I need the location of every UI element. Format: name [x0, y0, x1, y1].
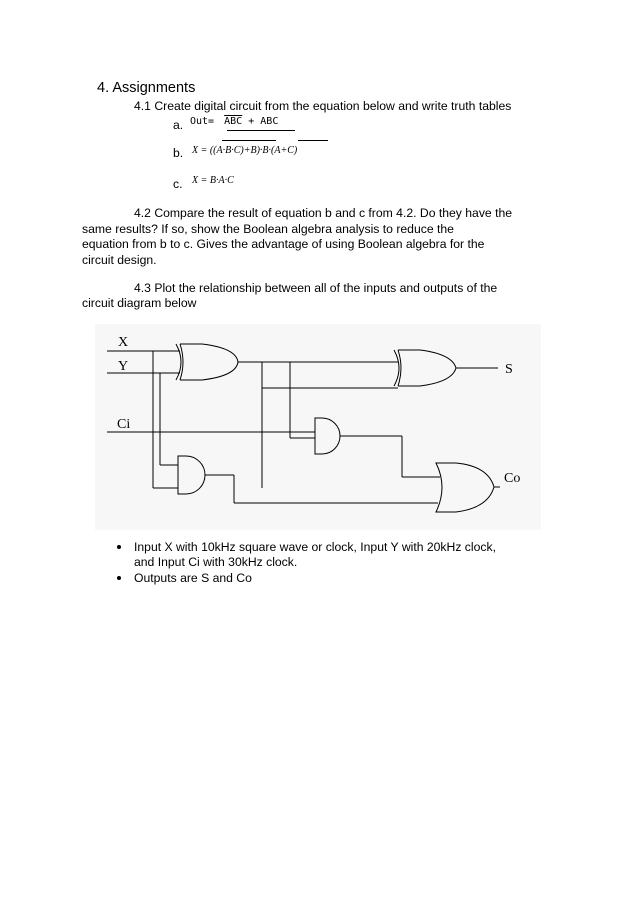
label-ci: Ci [117, 417, 131, 432]
bullet-line: Outputs are S and Co [134, 571, 252, 585]
bullet-line: and Input Ci with 30kHz clock. [134, 555, 298, 569]
bullet-line: Input X with 10kHz square wave or clock, Input Y with 20kHz clock, [134, 540, 496, 554]
bullet-marker [117, 576, 121, 580]
q42-line: 4.2 Compare the result of equation b and c from 4.2. Do they have the [134, 206, 513, 220]
bullet-marker [117, 545, 121, 549]
q43-line: circuit diagram below [82, 296, 197, 310]
circuit-background [95, 324, 541, 530]
eq-a-tail: ABC [260, 116, 279, 127]
label-co: Co [504, 471, 521, 486]
label-s: S [505, 362, 513, 377]
item-a-label: a. [173, 118, 184, 132]
eq-a-bar: $\overline{ABC}$ [224, 116, 243, 127]
equation-c: X = B·A·C [192, 175, 234, 186]
q42-line: same results? If so, show the Boolean algebra analysis to reduce the [82, 222, 454, 236]
item-b-label: b. [173, 146, 184, 160]
eq-a-mid: + [248, 116, 255, 127]
label-y: Y [118, 359, 129, 374]
q42-line: equation from b to c. Gives the advantage of using Boolean algebra for the [82, 237, 485, 251]
equation-b: X = ((A·B·C)+B)·B·(A+C) [192, 145, 298, 156]
question-4-1: 4.1 Create digital circuit from the equation below and write truth tables [134, 99, 512, 113]
item-c-label: c. [173, 177, 183, 191]
q42-line: circuit design. [82, 253, 157, 267]
q43-line: 4.3 Plot the relationship between all of the inputs and outputs of the [134, 281, 498, 295]
eq-a-prefix: Out= [190, 116, 215, 127]
section-heading: 4. Assignments [97, 80, 196, 96]
label-x: X [118, 335, 129, 350]
